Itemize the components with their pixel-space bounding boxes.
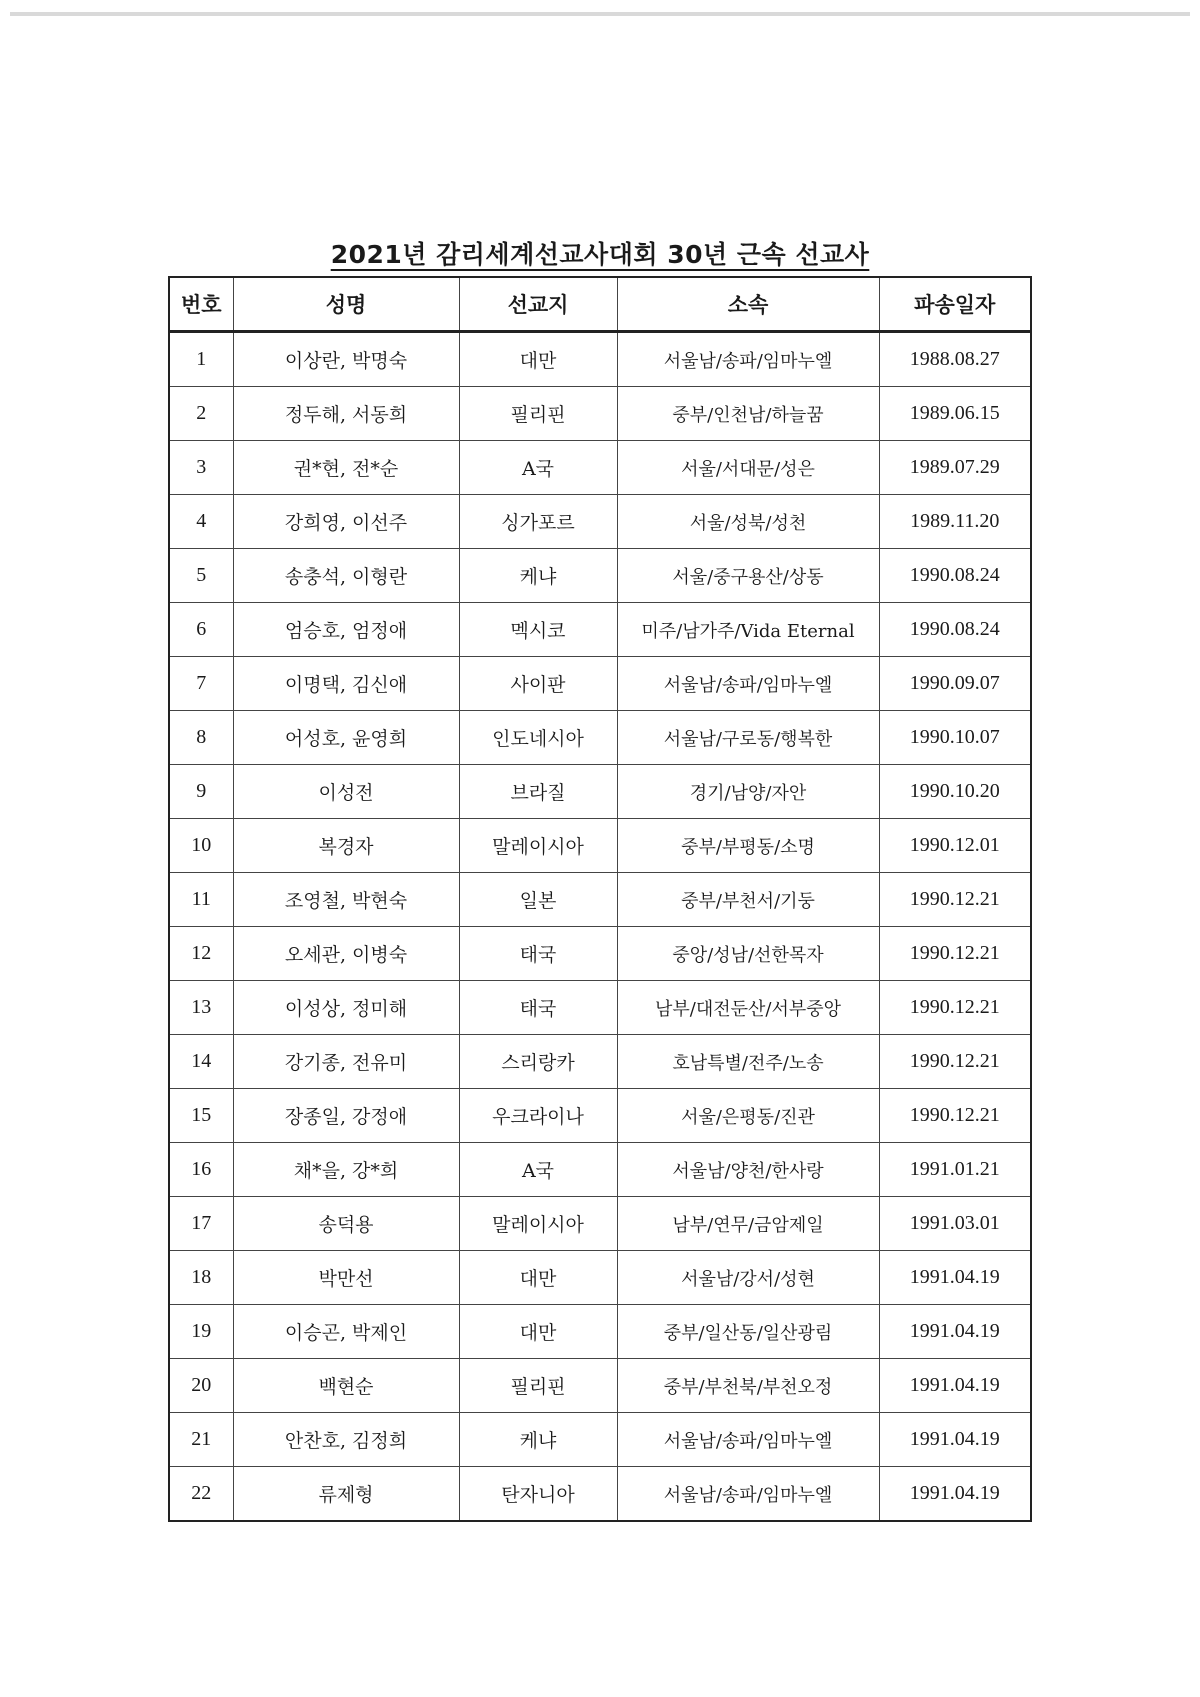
cell-affiliation: 서울/성북/성천 <box>617 495 879 549</box>
cell-affiliation: 서울/은평동/진관 <box>617 1089 879 1143</box>
cell-no: 4 <box>169 495 233 549</box>
table-row <box>169 657 1031 711</box>
cell-affiliation: 서울남/송파/임마누엘 <box>617 657 879 711</box>
cell-name: 강희영, 이선주 <box>233 495 459 549</box>
cell-date: 1991.04.19 <box>879 1413 1031 1467</box>
cell-affiliation: 중부/부천서/기둥 <box>617 873 879 927</box>
cell-affiliation: 중부/일산동/일산광림 <box>617 1305 879 1359</box>
table-row <box>169 1305 1031 1359</box>
cell-date: 1990.12.21 <box>879 1035 1031 1089</box>
cell-affiliation: 미주/남가주/Vida Eternal <box>617 603 879 657</box>
header-row <box>169 277 1031 332</box>
table-row <box>169 765 1031 819</box>
cell-affiliation: 중부/인천남/하늘꿈 <box>617 387 879 441</box>
cell-country: 대만 <box>459 332 617 387</box>
cell-affiliation: 중앙/성남/선한목자 <box>617 927 879 981</box>
table-row <box>169 981 1031 1035</box>
cell-date: 1990.08.24 <box>879 603 1031 657</box>
cell-country: 대만 <box>459 1305 617 1359</box>
table-row <box>169 819 1031 873</box>
table-row <box>169 1467 1031 1522</box>
cell-name: 이명택, 김신애 <box>233 657 459 711</box>
cell-name: 강기종, 전유미 <box>233 1035 459 1089</box>
cell-date: 1990.12.21 <box>879 981 1031 1035</box>
cell-country: 대만 <box>459 1251 617 1305</box>
cell-no: 21 <box>169 1413 233 1467</box>
cell-no: 16 <box>169 1143 233 1197</box>
table-row <box>169 332 1031 387</box>
cell-country: 싱가포르 <box>459 495 617 549</box>
cell-country: 일본 <box>459 873 617 927</box>
cell-country: 멕시코 <box>459 603 617 657</box>
cell-date: 1991.03.01 <box>879 1197 1031 1251</box>
cell-name: 송덕용 <box>233 1197 459 1251</box>
cell-no: 20 <box>169 1359 233 1413</box>
cell-date: 1991.04.19 <box>879 1305 1031 1359</box>
cell-name: 장종일, 강정애 <box>233 1089 459 1143</box>
cell-no: 14 <box>169 1035 233 1089</box>
cell-affiliation: 서울남/구로동/행복한 <box>617 711 879 765</box>
cell-name: 박만선 <box>233 1251 459 1305</box>
cell-country: A국 <box>459 441 617 495</box>
cell-name: 채*을, 강*희 <box>233 1143 459 1197</box>
cell-no: 13 <box>169 981 233 1035</box>
cell-no: 18 <box>169 1251 233 1305</box>
cell-no: 12 <box>169 927 233 981</box>
cell-name: 이성전 <box>233 765 459 819</box>
cell-date: 1991.04.19 <box>879 1359 1031 1413</box>
cell-country: 말레이시아 <box>459 1197 617 1251</box>
cell-affiliation: 서울남/송파/임마누엘 <box>617 332 879 387</box>
table-header <box>169 277 1031 332</box>
cell-affiliation: 중부/부평동/소명 <box>617 819 879 873</box>
cell-name: 송충석, 이형란 <box>233 549 459 603</box>
cell-country: 사이판 <box>459 657 617 711</box>
cell-no: 19 <box>169 1305 233 1359</box>
cell-name: 정두해, 서동희 <box>233 387 459 441</box>
table-row <box>169 549 1031 603</box>
cell-affiliation: 서울남/송파/임마누엘 <box>617 1467 879 1522</box>
cell-country: 브라질 <box>459 765 617 819</box>
cell-date: 1988.08.27 <box>879 332 1031 387</box>
cell-name: 엄승호, 엄정애 <box>233 603 459 657</box>
cell-country: A국 <box>459 1143 617 1197</box>
cell-name: 백현순 <box>233 1359 459 1413</box>
cell-no: 17 <box>169 1197 233 1251</box>
cell-affiliation: 호남특별/전주/노송 <box>617 1035 879 1089</box>
table-row <box>169 1143 1031 1197</box>
table-row <box>169 441 1031 495</box>
header-name: 성명 <box>233 277 459 332</box>
table-row <box>169 495 1031 549</box>
cell-name: 이승곤, 박제인 <box>233 1305 459 1359</box>
cell-date: 1991.04.19 <box>879 1251 1031 1305</box>
cell-country: 케냐 <box>459 549 617 603</box>
table-row <box>169 1413 1031 1467</box>
cell-country: 탄자니아 <box>459 1467 617 1522</box>
table-row <box>169 1197 1031 1251</box>
cell-date: 1989.06.15 <box>879 387 1031 441</box>
cell-no: 10 <box>169 819 233 873</box>
cell-no: 22 <box>169 1467 233 1522</box>
cell-no: 9 <box>169 765 233 819</box>
cell-date: 1990.08.24 <box>879 549 1031 603</box>
header-affiliation: 소속 <box>617 277 879 332</box>
cell-affiliation: 남부/대전둔산/서부중앙 <box>617 981 879 1035</box>
cell-no: 8 <box>169 711 233 765</box>
table-row <box>169 873 1031 927</box>
cell-name: 이성상, 정미해 <box>233 981 459 1035</box>
header-date: 파송일자 <box>879 277 1031 332</box>
table-row <box>169 387 1031 441</box>
cell-affiliation: 서울/중구용산/상동 <box>617 549 879 603</box>
cell-date: 1990.12.21 <box>879 927 1031 981</box>
cell-no: 2 <box>169 387 233 441</box>
table-row <box>169 603 1031 657</box>
cell-no: 15 <box>169 1089 233 1143</box>
cell-date: 1990.09.07 <box>879 657 1031 711</box>
header-country: 선교지 <box>459 277 617 332</box>
cell-country: 케냐 <box>459 1413 617 1467</box>
header-no: 번호 <box>169 277 233 332</box>
cell-date: 1991.04.19 <box>879 1467 1031 1522</box>
cell-date: 1991.01.21 <box>879 1143 1031 1197</box>
table-row <box>169 927 1031 981</box>
cell-no: 3 <box>169 441 233 495</box>
cell-affiliation: 중부/부천북/부천오정 <box>617 1359 879 1413</box>
cell-affiliation: 서울남/송파/임마누엘 <box>617 1413 879 1467</box>
cell-affiliation: 경기/남양/자안 <box>617 765 879 819</box>
cell-country: 스리랑카 <box>459 1035 617 1089</box>
cell-affiliation: 남부/연무/금암제일 <box>617 1197 879 1251</box>
cell-affiliation: 서울남/양천/한사랑 <box>617 1143 879 1197</box>
cell-name: 안찬호, 김정희 <box>233 1413 459 1467</box>
cell-no: 6 <box>169 603 233 657</box>
table-row <box>169 1359 1031 1413</box>
cell-date: 1990.12.21 <box>879 1089 1031 1143</box>
table-row <box>169 1035 1031 1089</box>
cell-date: 1990.10.20 <box>879 765 1031 819</box>
cell-country: 우크라이나 <box>459 1089 617 1143</box>
page-title <box>0 235 1200 271</box>
scan-edge <box>10 12 1190 16</box>
cell-date: 1990.12.21 <box>879 873 1031 927</box>
cell-country: 인도네시아 <box>459 711 617 765</box>
cell-date: 1990.12.01 <box>879 819 1031 873</box>
cell-no: 7 <box>169 657 233 711</box>
cell-name: 조영철, 박현숙 <box>233 873 459 927</box>
cell-country: 필리핀 <box>459 1359 617 1413</box>
cell-name: 어성호, 윤영희 <box>233 711 459 765</box>
cell-name: 류제형 <box>233 1467 459 1522</box>
cell-date: 1990.10.07 <box>879 711 1031 765</box>
table-row <box>169 1251 1031 1305</box>
cell-no: 1 <box>169 332 233 387</box>
cell-date: 1989.07.29 <box>879 441 1031 495</box>
cell-name: 권*현, 전*순 <box>233 441 459 495</box>
table-body <box>169 332 1031 1522</box>
table-row <box>169 1089 1031 1143</box>
cell-country: 말레이시아 <box>459 819 617 873</box>
cell-no: 11 <box>169 873 233 927</box>
cell-country: 태국 <box>459 927 617 981</box>
page-title-text: 2021년 감리세계선교사대회 30년 근속 선교사 <box>330 239 870 269</box>
cell-name: 이상란, 박명숙 <box>233 332 459 387</box>
cell-country: 필리핀 <box>459 387 617 441</box>
cell-name: 오세관, 이병숙 <box>233 927 459 981</box>
cell-affiliation: 서울남/강서/성현 <box>617 1251 879 1305</box>
cell-no: 5 <box>169 549 233 603</box>
cell-country: 태국 <box>459 981 617 1035</box>
cell-date: 1989.11.20 <box>879 495 1031 549</box>
cell-affiliation: 서울/서대문/성은 <box>617 441 879 495</box>
cell-name: 복경자 <box>233 819 459 873</box>
table-row <box>169 711 1031 765</box>
missionary-table <box>168 276 1032 1522</box>
